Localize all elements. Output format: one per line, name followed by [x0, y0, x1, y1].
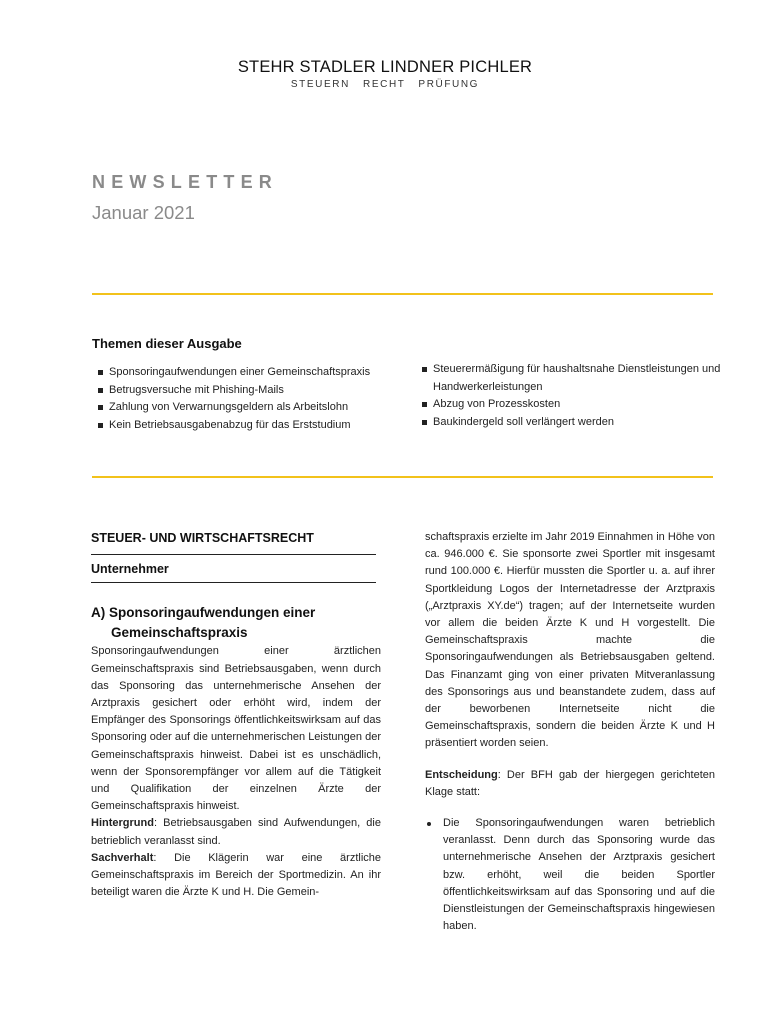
topic-item: Sponsoringaufwendungen einer Gemeinschaftspraxis: [98, 364, 408, 382]
article-column-left: [91, 530, 381, 901]
article-heading-line2: Gemeinschaftspraxis: [111, 625, 248, 641]
newsletter-date: Januar 2021: [92, 202, 195, 223]
decision-paragraph: [425, 767, 715, 801]
background-label: Hintergrund: [91, 817, 154, 830]
article-heading: [91, 603, 381, 643]
firm-header: [0, 58, 770, 90]
decision-bullet: [425, 815, 715, 935]
facts-label: Sachverhalt: [91, 851, 154, 864]
newsletter-title: NEWSLETTER: [92, 172, 278, 192]
article-intro: Sponsoringaufwendungen einer ärztlichen Gemeinschaftspraxis sind Betriebsausgaben, wenn durch das Sponsoring das unternehmerische Ansehen der Arztpraxis gesichert oder erhöht wird, indem der Empfänger des Sponsorings öffentlichkeitswirksam auf das Sponsoring oder auf die unternehmerischen Leistungen der Gemeinschaftspraxis hinweist. Dabei ist es unschädlich, wenn der Sponsorempfänger vor allem auf die Tätigkeit und Qualifikation der einzelnen Ärzte der Gemeinschaftspraxis hinweist.: [91, 645, 381, 813]
topic-item: Kein Betriebsausgabenabzug für das Erststudium: [98, 417, 408, 435]
decision-label: Entscheidung: [425, 768, 498, 781]
decision-text: : Der BFH gab der hiergegen gerichteten Klage statt:: [425, 768, 715, 798]
topics-heading: Themen dieser Ausgabe: [92, 336, 242, 351]
firm-name: STEHR STADLER LINDNER PICHLER: [237, 58, 533, 76]
facts-paragraph: [91, 850, 381, 902]
subsection-heading: Unternehmer: [91, 555, 376, 583]
background-text: : Betriebsausgaben sind Aufwendungen, die betrieblich veranlasst sind.: [91, 817, 381, 847]
topic-item: Baukindergeld soll verlängert werden: [422, 414, 722, 432]
facts-text: : Die Klägerin war eine ärztliche Gemeinschaftspraxis im Bereich der Sportmedizin. An ihr beteiligt waren die Ärzte K und H. Die Gemein-: [91, 851, 381, 899]
background-paragraph: [91, 815, 381, 849]
divider-top: [92, 293, 713, 295]
firm-tagline: STEUERN RECHT PRÜFUNG: [290, 79, 480, 90]
facts-continuation: schaftspraxis erzielte im Jahr 2019 Einnahmen in Höhe von ca. 946.000 €. Sie sponsorte zwei Sportler mit insgesamt rund 100.000 €. Hierfür mussten die Sportler u. a. auf ihrer Sportkleidung Logos der Internetadresse der Arztpraxis („Arztpraxis XY.de“) tragen; auf der Internetseite wurden vor allem die beiden Ärzte K und H vorgestellt. Die Gemeinschaftspraxis machte die Sponsoringaufwendungen als Betriebsausgaben geltend. Das Finanzamt ging von einer privaten Mitveranlassung des Sponsorings aus und beanstandete zudem, dass auf der beworbenen Internetseite nicht die Gemeinschaftspraxis, sondern die beiden Ärzte K und H präsentiert worden seien.: [425, 531, 715, 750]
topic-item: Zahlung von Verwarnungsgeldern als Arbeitslohn: [98, 399, 408, 417]
article-heading-line1: A) Sponsoringaufwendungen einer: [91, 605, 316, 621]
divider-bottom: [92, 476, 713, 478]
topics-list-left: [98, 364, 408, 434]
section-heading: STEUER- UND WIRTSCHAFTSRECHT: [91, 530, 376, 555]
article-column-right: [425, 529, 715, 935]
decision-bullet-text: Die Sponsoringaufwendungen waren betrieblich veranlasst. Denn durch das Sponsoring wurde das unternehmerische Ansehen der Arztpraxis gesichert bzw. erhöht, weil die beiden Sportler öffentlichkeitswirksam auf das Sponsoring und auf die Dienstleistungen der Gemeinschaftspraxis hingewiesen haben.: [443, 817, 715, 933]
topic-item: Betrugsversuche mit Phishing-Mails: [98, 382, 408, 400]
topic-item: Steuerermäßigung für haushaltsnahe Dienstleistungen und Handwerkerleistungen: [422, 361, 722, 396]
topic-item: Abzug von Prozesskosten: [422, 396, 722, 414]
topics-list-right: [422, 361, 722, 431]
